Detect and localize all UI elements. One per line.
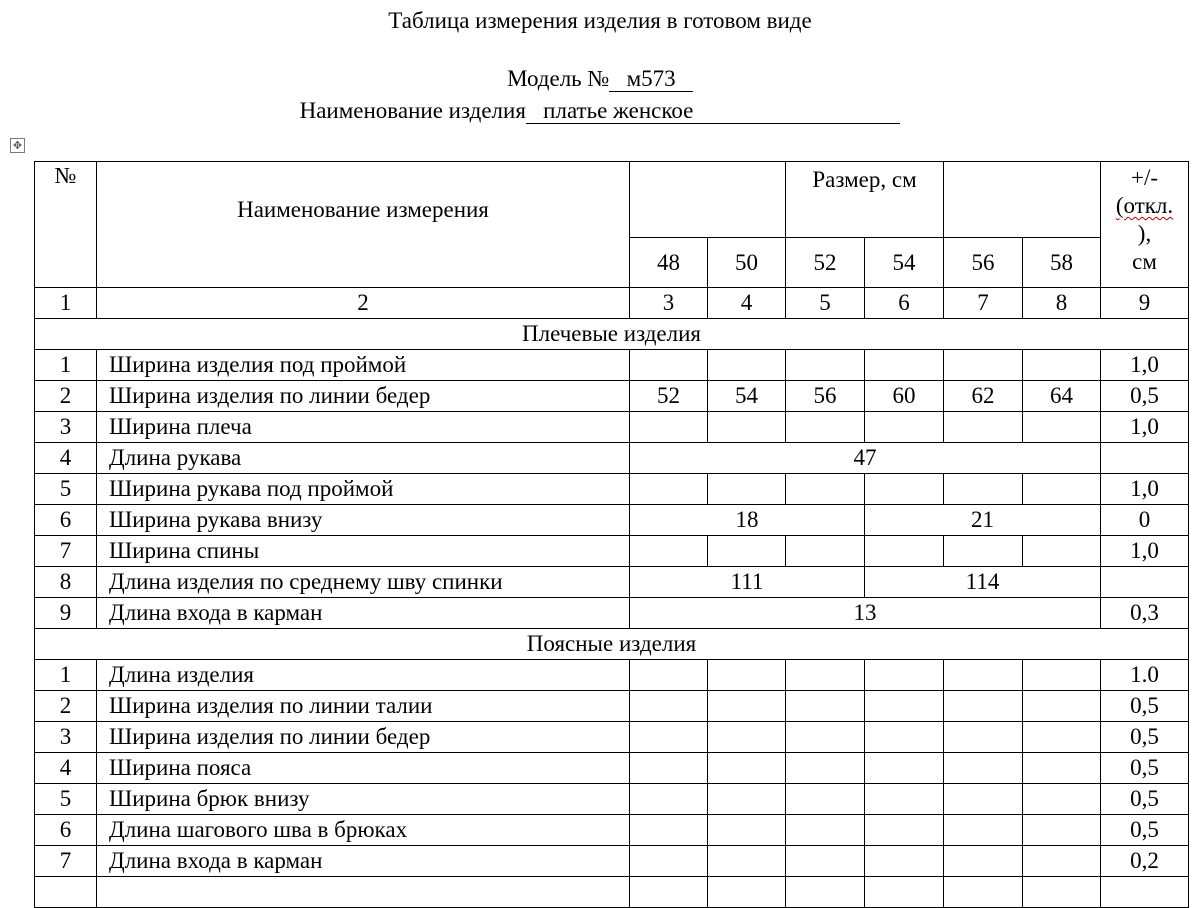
row-name: Ширина рукава под проймой — [97, 474, 630, 505]
value-cell — [708, 784, 786, 815]
value-cell — [786, 877, 865, 908]
value-cell — [708, 815, 786, 846]
value-cell — [786, 815, 865, 846]
row-deviation — [1101, 443, 1189, 474]
row-name: Длина рукава — [97, 443, 630, 474]
value-cell — [944, 412, 1023, 443]
row-deviation: 0,5 — [1101, 815, 1189, 846]
table-row — [35, 660, 1189, 691]
product-name: платье женское — [526, 99, 900, 124]
row-deviation: 1,0 — [1101, 350, 1189, 381]
value-cell — [708, 753, 786, 784]
value-cell — [708, 877, 786, 908]
table-row — [35, 815, 1189, 846]
value-cell — [1023, 722, 1101, 753]
header-deviation: +/- (откл. ), см — [1101, 162, 1189, 288]
value-cell — [786, 350, 865, 381]
table-row — [35, 381, 1189, 412]
section-title-waist: Поясные изделия — [35, 629, 1189, 660]
value-cell — [708, 350, 786, 381]
value-cell — [865, 691, 944, 722]
row-deviation: 0,5 — [1101, 691, 1189, 722]
value-cell — [865, 412, 944, 443]
row-name: Ширина плеча — [97, 412, 630, 443]
value-cell — [630, 691, 708, 722]
value-cell — [786, 660, 865, 691]
value-cell — [786, 536, 865, 567]
value-cell — [708, 691, 786, 722]
value-cell — [865, 815, 944, 846]
col-number: 5 — [786, 288, 865, 319]
table-row-partial — [35, 877, 1189, 908]
row-deviation: 1.0 — [1101, 660, 1189, 691]
section-title-shoulder: Плечевые изделия — [35, 319, 1189, 350]
section-row-shoulder — [35, 319, 1189, 350]
value-cell — [944, 474, 1023, 505]
table-row — [35, 598, 1189, 629]
row-deviation: 1,0 — [1101, 412, 1189, 443]
value-cell — [1023, 753, 1101, 784]
value-cell — [944, 722, 1023, 753]
value-cell — [630, 350, 708, 381]
row-name: Длина входа в карман — [97, 846, 630, 877]
header-size-blank-left — [630, 162, 786, 238]
col-number: 8 — [1023, 288, 1101, 319]
value-cell — [630, 660, 708, 691]
value-cell: 52 — [630, 381, 708, 412]
row-deviation: 0,5 — [1101, 722, 1189, 753]
size-58: 58 — [1023, 238, 1101, 288]
value-cell — [708, 412, 786, 443]
value-cell — [1023, 412, 1101, 443]
value-cell — [786, 753, 865, 784]
value-cell — [1023, 691, 1101, 722]
value-cell — [944, 660, 1023, 691]
value-cell — [944, 691, 1023, 722]
table-row — [35, 443, 1189, 474]
row-name: Ширина рукава внизу — [97, 505, 630, 536]
row-name: Ширина изделия под проймой — [97, 350, 630, 381]
row-no: 3 — [35, 412, 97, 443]
value-cell — [1023, 846, 1101, 877]
value-cell — [944, 784, 1023, 815]
size-50: 50 — [708, 238, 786, 288]
value-cell — [630, 536, 708, 567]
row-name: Длина шагового шва в брюках — [97, 815, 630, 846]
value-cell — [786, 412, 865, 443]
row-deviation: 0,5 — [1101, 753, 1189, 784]
table-row — [35, 536, 1189, 567]
value-cell — [1023, 536, 1101, 567]
row-name: Ширина изделия по линии бедер — [97, 722, 630, 753]
header-no: № — [35, 162, 97, 288]
value-cell — [865, 784, 944, 815]
col-number: 1 — [35, 288, 97, 319]
row-no: 9 — [35, 598, 97, 629]
row-deviation: 1,0 — [1101, 536, 1189, 567]
row-no: 5 — [35, 784, 97, 815]
value-cell — [786, 846, 865, 877]
table-row — [35, 753, 1189, 784]
row-no: 1 — [35, 660, 97, 691]
row-no — [35, 877, 97, 908]
size-52: 52 — [786, 238, 865, 288]
value-cell — [944, 536, 1023, 567]
value-cell — [865, 722, 944, 753]
value-cell — [865, 877, 944, 908]
value-cell — [1023, 815, 1101, 846]
col-number: 7 — [944, 288, 1023, 319]
value-cell — [630, 815, 708, 846]
col-number: 6 — [865, 288, 944, 319]
value-cell — [865, 536, 944, 567]
value-cell — [1023, 350, 1101, 381]
value-cell — [708, 660, 786, 691]
row-no: 3 — [35, 722, 97, 753]
table-move-handle-icon[interactable]: ✥ — [10, 138, 25, 153]
row-no: 1 — [35, 350, 97, 381]
row-no: 8 — [35, 567, 97, 598]
row-no: 4 — [35, 443, 97, 474]
value-cell-merged: 13 — [630, 598, 1101, 629]
table-row — [35, 350, 1189, 381]
table-row — [35, 722, 1189, 753]
value-cell-merged: 111 — [630, 567, 865, 598]
value-cell — [944, 350, 1023, 381]
row-deviation — [1101, 877, 1189, 908]
row-name: Ширина брюк внизу — [97, 784, 630, 815]
value-cell: 54 — [708, 381, 786, 412]
value-cell — [1023, 474, 1101, 505]
value-cell-merged: 18 — [630, 505, 865, 536]
value-cell — [708, 722, 786, 753]
value-cell: 62 — [944, 381, 1023, 412]
row-deviation: 0,5 — [1101, 784, 1189, 815]
col-number: 9 — [1101, 288, 1189, 319]
section-row-waist — [35, 629, 1189, 660]
model-line — [0, 66, 1200, 92]
row-name: Ширина изделия по линии бедер — [97, 381, 630, 412]
document-title: Таблица измерения изделия в готовом виде — [388, 8, 812, 33]
value-cell — [1023, 660, 1101, 691]
row-no: 5 — [35, 474, 97, 505]
row-name: Ширина спины — [97, 536, 630, 567]
row-no: 6 — [35, 815, 97, 846]
row-deviation: 0,3 — [1101, 598, 1189, 629]
size-56: 56 — [944, 238, 1023, 288]
row-name: Ширина изделия по линии талии — [97, 691, 630, 722]
table-row — [35, 784, 1189, 815]
value-cell-merged: 114 — [865, 567, 1101, 598]
value-cell-merged: 47 — [630, 443, 1101, 474]
value-cell — [708, 536, 786, 567]
header-name: Наименование измерения — [97, 162, 630, 288]
value-cell — [944, 877, 1023, 908]
row-no: 7 — [35, 846, 97, 877]
row-name: Ширина пояса — [97, 753, 630, 784]
table-row — [35, 412, 1189, 443]
value-cell — [708, 846, 786, 877]
table-row — [35, 474, 1189, 505]
col-number: 4 — [708, 288, 786, 319]
row-no: 7 — [35, 536, 97, 567]
model-number: м573 — [609, 67, 693, 92]
value-cell — [944, 815, 1023, 846]
value-cell — [630, 412, 708, 443]
row-deviation — [1101, 567, 1189, 598]
value-cell — [630, 753, 708, 784]
value-cell — [865, 753, 944, 784]
col-number: 2 — [97, 288, 630, 319]
value-cell — [865, 660, 944, 691]
product-label: Наименование изделия — [299, 98, 526, 123]
row-name — [97, 877, 630, 908]
row-no: 4 — [35, 753, 97, 784]
value-cell: 60 — [865, 381, 944, 412]
value-cell — [630, 846, 708, 877]
value-cell: 64 — [1023, 381, 1101, 412]
table-row — [35, 846, 1189, 877]
value-cell — [786, 474, 865, 505]
value-cell — [944, 846, 1023, 877]
value-cell — [865, 846, 944, 877]
model-label: Модель № — [507, 66, 610, 91]
size-54: 54 — [865, 238, 944, 288]
value-cell — [630, 784, 708, 815]
value-cell — [786, 784, 865, 815]
value-cell — [630, 877, 708, 908]
row-deviation: 0,5 — [1101, 381, 1189, 412]
value-cell — [786, 691, 865, 722]
table-row — [35, 505, 1189, 536]
row-name: Длина изделия по среднему шву спинки — [97, 567, 630, 598]
value-cell — [944, 753, 1023, 784]
value-cell — [1023, 877, 1101, 908]
value-cell — [865, 474, 944, 505]
column-number-row — [35, 288, 1189, 319]
value-cell — [630, 474, 708, 505]
header-size: Размер, см — [786, 162, 944, 238]
value-cell — [865, 350, 944, 381]
product-name-line — [0, 98, 1200, 124]
row-name: Длина изделия — [97, 660, 630, 691]
col-number: 3 — [630, 288, 708, 319]
value-cell — [1023, 784, 1101, 815]
row-no: 2 — [35, 381, 97, 412]
row-no: 6 — [35, 505, 97, 536]
row-deviation: 0 — [1101, 505, 1189, 536]
table-row — [35, 567, 1189, 598]
measurement-table — [34, 161, 1189, 908]
value-cell: 56 — [786, 381, 865, 412]
value-cell — [786, 722, 865, 753]
value-cell-merged: 21 — [865, 505, 1101, 536]
size-48: 48 — [630, 238, 708, 288]
table-row — [35, 691, 1189, 722]
row-no: 2 — [35, 691, 97, 722]
row-deviation: 1,0 — [1101, 474, 1189, 505]
header-size-blank-right — [944, 162, 1101, 238]
value-cell — [630, 722, 708, 753]
value-cell — [708, 474, 786, 505]
row-deviation: 0,2 — [1101, 846, 1189, 877]
row-name: Длина входа в карман — [97, 598, 630, 629]
